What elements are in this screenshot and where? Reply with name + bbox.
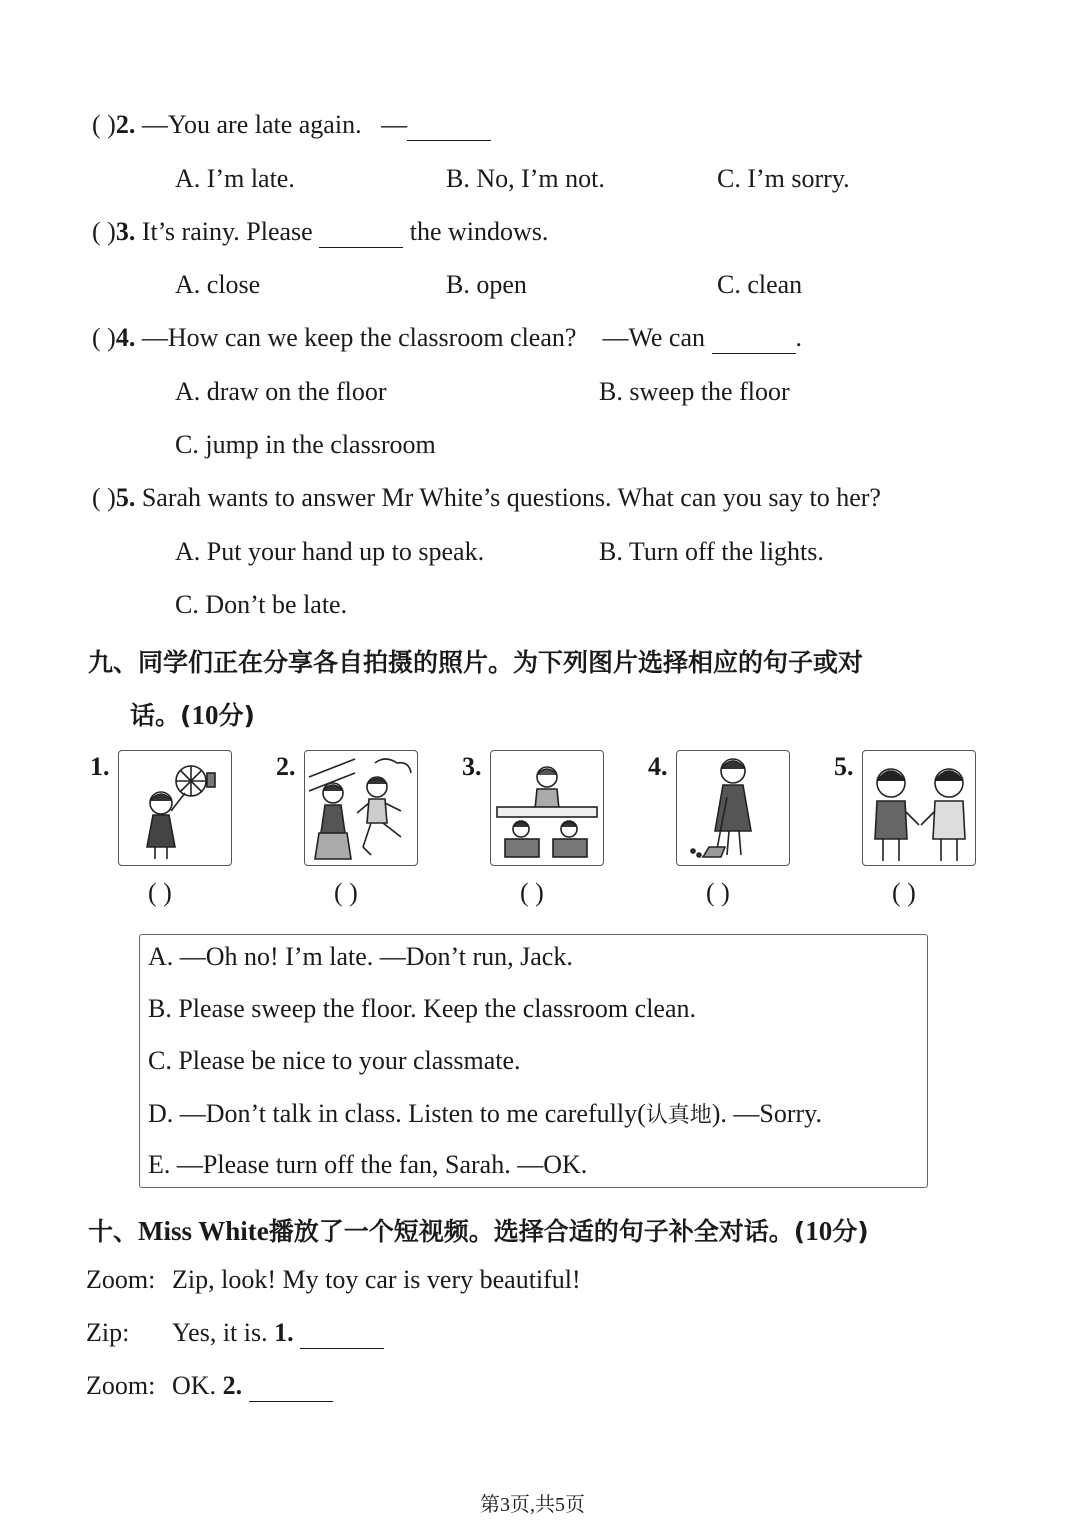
picture-number: 2. (276, 752, 296, 781)
title-chinese: 播放了一个短视频。选择合适的句子补全对话。( (268, 1217, 806, 1246)
title-suffix: 分) (218, 701, 255, 730)
answer-paren[interactable]: ( ) (92, 483, 116, 512)
option-b: B. open (446, 270, 527, 299)
answer-blank[interactable] (300, 1318, 384, 1349)
sentence-e: E. —Please turn off the fan, Sarah. —OK. (148, 1150, 588, 1179)
section-10-title (88, 1212, 869, 1248)
section-points: 10 (805, 1216, 833, 1246)
option-a: A. Put your hand up to speak. (175, 537, 485, 566)
question-after: the windows. (409, 217, 549, 246)
dialogue-line (172, 1318, 384, 1349)
question-stem: —How can we keep the classroom clean? (141, 323, 577, 352)
section-9-title-line2 (130, 696, 255, 732)
option-c: C. Don’t be late. (175, 590, 348, 619)
question-number: 3. (115, 217, 136, 246)
option-b: B. sweep the floor (599, 377, 790, 406)
blank-number: 1. (274, 1318, 294, 1347)
question-2 (92, 110, 491, 141)
picture-answer-paren[interactable]: ( ) (706, 878, 730, 907)
girl-sweeping-icon (677, 751, 789, 865)
option-c: C. clean (717, 270, 803, 299)
sentence-b: B. Please sweep the floor. Keep the classroom clean. (148, 994, 696, 1023)
option-c: C. I’m sorry. (717, 164, 850, 193)
picture-4-sweeping (676, 750, 790, 866)
picture-answer-paren[interactable]: ( ) (520, 878, 544, 907)
dialogue-text: OK. (172, 1371, 217, 1400)
dialogue-speaker: Zoom: (86, 1265, 156, 1294)
picture-answer-paren[interactable]: ( ) (148, 878, 172, 907)
running-in-hallway-icon (305, 751, 417, 865)
option-b: B. Turn off the lights. (599, 537, 824, 566)
picture-2-running (304, 750, 418, 866)
students-shaking-hands-icon (863, 751, 975, 865)
option-a: A. close (175, 270, 261, 299)
picture-number: 3. (462, 752, 482, 781)
title-suffix: 分) (832, 1217, 869, 1246)
picture-answer-paren[interactable]: ( ) (334, 878, 358, 907)
teacher-and-students-icon (491, 751, 603, 865)
dialogue-text: Yes, it is. (172, 1318, 268, 1347)
section-points: 10 (191, 700, 219, 730)
title-prefix: 话。( (130, 701, 192, 730)
question-number: 4. (115, 323, 136, 352)
answer-paren[interactable]: ( ) (92, 217, 116, 246)
question-tail: . (795, 323, 803, 352)
dialogue-line: Zip, look! My toy car is very beautiful! (172, 1265, 581, 1294)
option-a: A. draw on the floor (175, 377, 387, 406)
title-prefix: 十、 (88, 1217, 139, 1246)
picture-number: 1. (90, 752, 110, 781)
question-number: 2. (115, 110, 136, 139)
dialogue-speaker: Zoom: (86, 1371, 156, 1400)
picture-1-girl-fan (118, 750, 232, 866)
page-footer: 第3页,共5页 (480, 1494, 585, 1516)
question-stem: —You are late again. (141, 110, 362, 139)
dialogue-line (172, 1371, 333, 1402)
sentence-d (148, 1098, 822, 1129)
answer-blank[interactable] (319, 217, 403, 248)
answer-paren[interactable]: ( ) (92, 323, 116, 352)
picture-number: 5. (834, 752, 854, 781)
question-after: —We can (602, 323, 706, 352)
question-after: — (381, 110, 408, 139)
option-c: C. jump in the classroom (175, 430, 436, 459)
blank-number: 2. (222, 1371, 243, 1400)
picture-3-classroom (490, 750, 604, 866)
sentence-a: A. —Oh no! I’m late. —Don’t run, Jack. (148, 942, 573, 971)
option-a: A. I’m late. (175, 164, 295, 193)
picture-number: 4. (648, 752, 668, 781)
question-5 (92, 483, 881, 513)
question-stem: Sarah wants to answer Mr White’s questions. What can you say to her? (141, 483, 881, 512)
picture-answer-paren[interactable]: ( ) (892, 878, 916, 907)
girl-with-fan-icon (119, 751, 231, 865)
answer-blank[interactable] (249, 1371, 333, 1402)
title-english: Miss White (138, 1216, 269, 1246)
sentence-c: C. Please be nice to your classmate. (148, 1046, 521, 1075)
dialogue-speaker: Zip: (86, 1318, 130, 1347)
option-b: B. No, I’m not. (446, 164, 605, 193)
answer-blank[interactable] (407, 110, 491, 141)
question-number: 5. (115, 483, 136, 512)
picture-5-handshake (862, 750, 976, 866)
answer-paren[interactable]: ( ) (92, 110, 116, 139)
question-3 (92, 217, 548, 248)
sentence-d-part2: ). —Sorry. (711, 1099, 822, 1128)
sentence-d-chinese: 认真地 (645, 1103, 712, 1128)
question-4 (92, 323, 802, 354)
sentence-d-part1: D. —Don’t talk in class. Listen to me carefully( (148, 1099, 646, 1128)
answer-blank[interactable] (712, 323, 796, 354)
question-stem: It’s rainy. Please (141, 217, 313, 246)
section-9-title-line1: 九、同学们正在分享各自拍摄的照片。为下列图片选择相应的句子或对 (88, 648, 864, 677)
